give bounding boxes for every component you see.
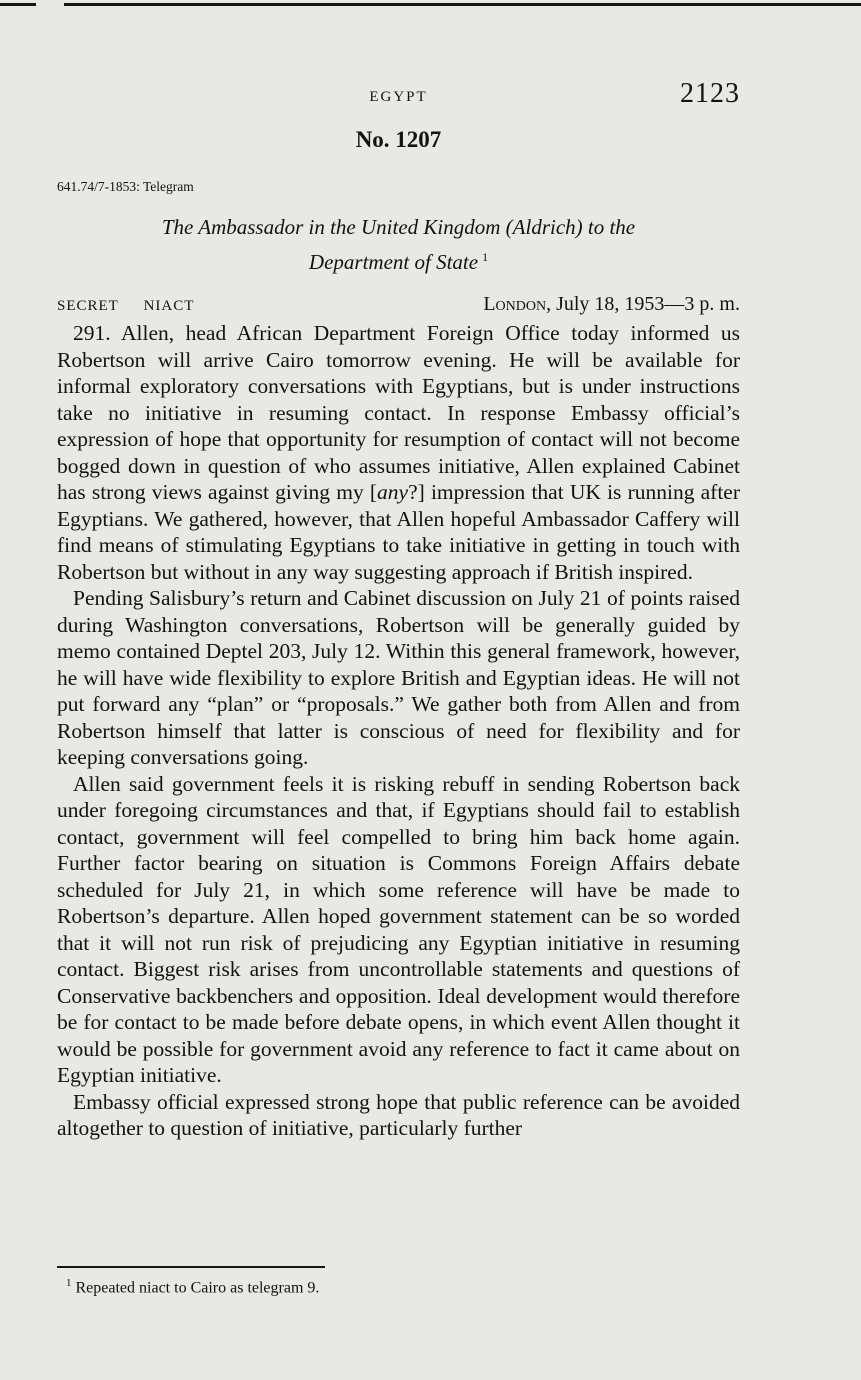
running-header bbox=[57, 78, 740, 109]
paragraph: Allen said government feels it is risking rebuff in sending Robertson back under foregoing circumstances and that, if Egyptians should fail to establish contact, government will feel compelled to bring him back home again. Further factor bearing on situation is Commons Foreign Affairs debate scheduled for July 21, in which some reference will have be made to Robertson’s departure. Allen hoped government statement can be so worded that it will not run risk of prejudicing any Egyptian initiative in resuming contact. Biggest risk arises from uncontrollable statements and questions of Conservative backbenchers and opposition. Ideal development would therefore be for contact to be made before debate opens, in which event Allen thought it would be possible for government avoid any reference to fact it came about on Egyptian initiative. bbox=[57, 771, 740, 1087]
footnote-marker: 1 bbox=[66, 1277, 72, 1289]
footnote-reference: 1 bbox=[482, 250, 489, 264]
body-paragraphs bbox=[57, 320, 740, 1142]
place-and-date bbox=[483, 293, 740, 316]
paragraph: Pending Salisbury’s return and Cabinet discussion on July 21 of points raised during Washington conversations, Robertson will be generally guided by memo contained Deptel 203, July 12. Within this general framework, however, he will have wide flexibility to explore British and Egyptian ideas. He will not put forward any “plan” or “proposals.” We gather both from Allen and from Robertson himself that latter is conscious of need for flexibility and for keeping conversations going. bbox=[57, 586, 740, 769]
page-number: 2123 bbox=[680, 78, 740, 109]
dateline-date: , July 18, 1953—3 p. m. bbox=[546, 293, 740, 315]
classification-label: SECRET bbox=[57, 298, 119, 314]
footnote-text: Repeated niact to Cairo as telegram 9. bbox=[75, 1279, 320, 1297]
running-header-title: EGYPT bbox=[369, 89, 428, 105]
scan-artifact-rule bbox=[64, 3, 861, 6]
title-line-1: The Ambassador in the United Kingdom (Aldrich) to the bbox=[161, 215, 636, 239]
scan-artifact-rule-left bbox=[0, 3, 36, 6]
paragraph: 291. Allen, head African Department Foreign Office today informed us Robertson will arrive Cairo tomorrow evening. He will be available for informal exploratory conversations with Egyptians, but is under instructions take no initiative in resuming contact. In response Embassy official’s expression of hope that opportunity for resumption of contact will not become bogged down in question of who assumes initiative, Allen explained Cabinet has strong views against giving my [any?] impression that UK is running after Egyptians. We gathered, however, that Allen hopeful Ambassador Caffery will find means of stimulating Egyptians to take initiative in getting in touch with Robertson but without in any way suggesting approach if British inspired. bbox=[57, 321, 741, 584]
dateline-place: London bbox=[483, 293, 547, 315]
document-number: No. 1207 bbox=[355, 127, 442, 152]
document-title bbox=[57, 212, 740, 277]
classification-markings bbox=[57, 298, 214, 315]
paragraph: Embassy official expressed strong hope that public reference can be avoided altogether to question of initiative, particularly further bbox=[57, 1089, 740, 1140]
footnote bbox=[57, 1277, 740, 1297]
footnote-rule bbox=[57, 1266, 325, 1268]
title-line-2: Department of State bbox=[308, 250, 479, 274]
precedence-label: NIACT bbox=[143, 298, 195, 314]
dateline-row bbox=[57, 293, 740, 316]
source-reference: 641.74/7-1853: Telegram bbox=[57, 179, 194, 194]
